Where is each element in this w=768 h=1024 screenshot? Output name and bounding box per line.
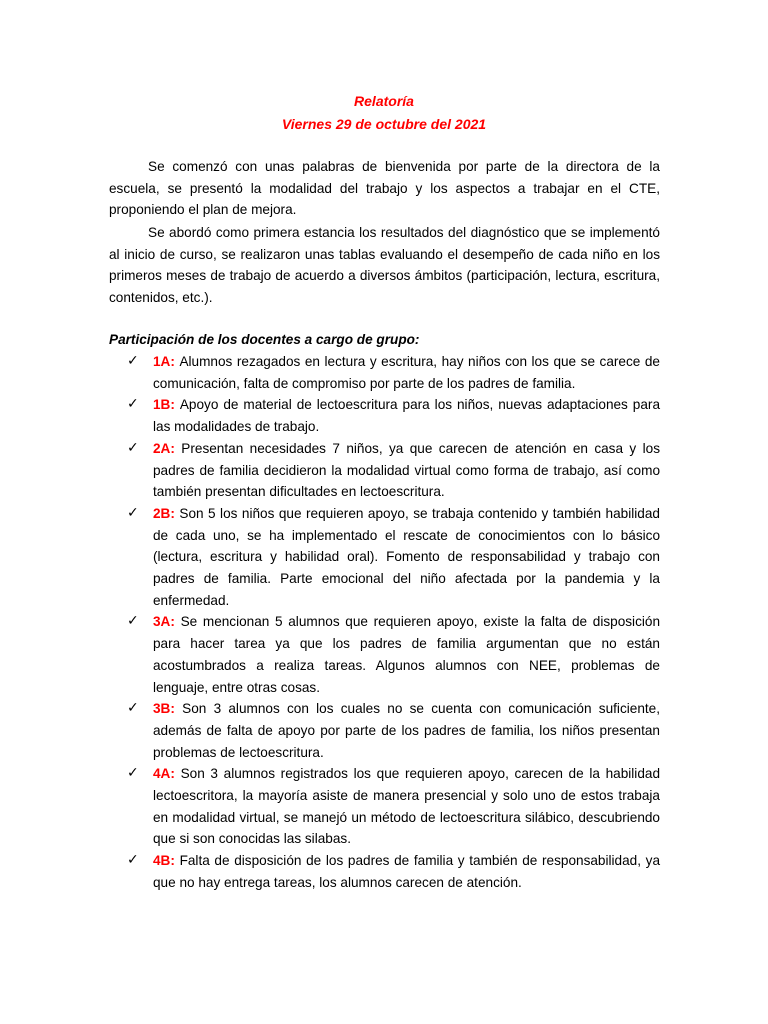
section-title: Participación de los docentes a cargo de grupo: [109, 332, 420, 347]
check-mark-icon: ✓ [127, 852, 139, 869]
document-title: Relatoría [354, 93, 414, 109]
check-mark-icon: ✓ [127, 613, 139, 630]
list-item-1b [127, 394, 660, 437]
list-item-2b [127, 503, 660, 612]
list-item-2a [127, 438, 660, 503]
grade-label: 1A: [153, 354, 180, 369]
item-text: Falta de disposición de los padres de familia y también de responsabilidad, ya que no hay entrega tareas, los alumnos carecen de atención. [153, 853, 661, 890]
item-text: Se mencionan 5 alumnos que requieren apoyo, existe la falta de disposición para hacer tarea ya que los padres de familia argumentan que no están acostumbrados a realiza tareas. Algunos alumnos con NEE, problemas de lenguaje, entre otras cosas. [153, 614, 661, 695]
grade-label: 3B: [153, 701, 183, 717]
item-text: Alumnos rezagados en lectura y escritura, hay niños con los que se carece de comunicación, falta de compromiso por parte de los padres de familia. [153, 354, 660, 391]
item-text: Son 3 alumnos registrados los que requieren apoyo, carecen de la habilidad lectoescritora, la mayoría asiste de manera presencial y solo uno de estos trabaja en modalidad virtual, se manejó un método de lectoescritura silábico, descubriendo que si son conocidas las silabas. [153, 766, 660, 847]
item-text: Apoyo de material de lectoescritura para los niños, nuevas adaptaciones para las modalidades de trabajo. [153, 397, 661, 435]
check-mark-icon: ✓ [127, 504, 139, 521]
grade-label: 4B: [153, 853, 180, 869]
grade-label: 2B: [153, 505, 180, 521]
item-text: Son 3 alumnos con los cuales no se cuenta con comunicación suficiente, además de falta de apoyo por parte de los padres de familia, los niños presentan problemas de lectoescritura. [153, 701, 660, 760]
list-item-3b [127, 698, 660, 763]
list-item-3a [127, 611, 660, 698]
grade-label: 1B: [153, 397, 180, 413]
item-text: Presentan necesidades 7 niños, ya que carecen de atención en casa y los padres de familia decidieron la modalidad virtual como forma de trabajo, así como también presentan dificultades en lectoescritura. [153, 440, 660, 500]
list-item-4a [127, 763, 660, 850]
item-text: Son 5 los niños que requieren apoyo, se trabaja contenido y también habilidad de cada uno, se ha implementado el rescate de conocimientos con lo básico (lectura, escritura y habilidad oral). Fomento de responsabilidad y trabajo con padres de familia. Parte emocional del niño afectada por la pandemia y la enfermedad. [153, 505, 660, 608]
intro-paragraph-2: Se abordó como primera estancia los resultados del diagnóstico que se implementó al inicio de curso, se realizaron unas tablas evaluando el desempeño de cada niño en los primeros meses de trabajo de acuerdo a diversos ámbitos (participación, lectura, escritura, contenidos, etc.). [109, 225, 660, 305]
list-item-1a [127, 351, 660, 394]
check-mark-icon: ✓ [127, 765, 139, 782]
grade-label: 3A: [153, 614, 181, 630]
check-mark-icon: ✓ [127, 439, 139, 456]
grade-label: 4A: [153, 766, 181, 782]
check-mark-icon: ✓ [127, 700, 139, 717]
check-mark-icon: ✓ [127, 396, 139, 413]
check-mark-icon: ✓ [127, 353, 139, 369]
document-date: Viernes 29 de octubre del 2021 [281, 116, 487, 132]
group-report-list [127, 351, 660, 894]
grade-label: 2A: [153, 440, 182, 456]
intro-paragraph-1: Se comenzó con unas palabras de bienvenida por parte de la directora de la escuela, se presentó la modalidad del trabajo y los aspectos a trabajar en el CTE, proponiendo el plan de mejora. [109, 159, 660, 218]
list-item-4b [127, 850, 660, 893]
